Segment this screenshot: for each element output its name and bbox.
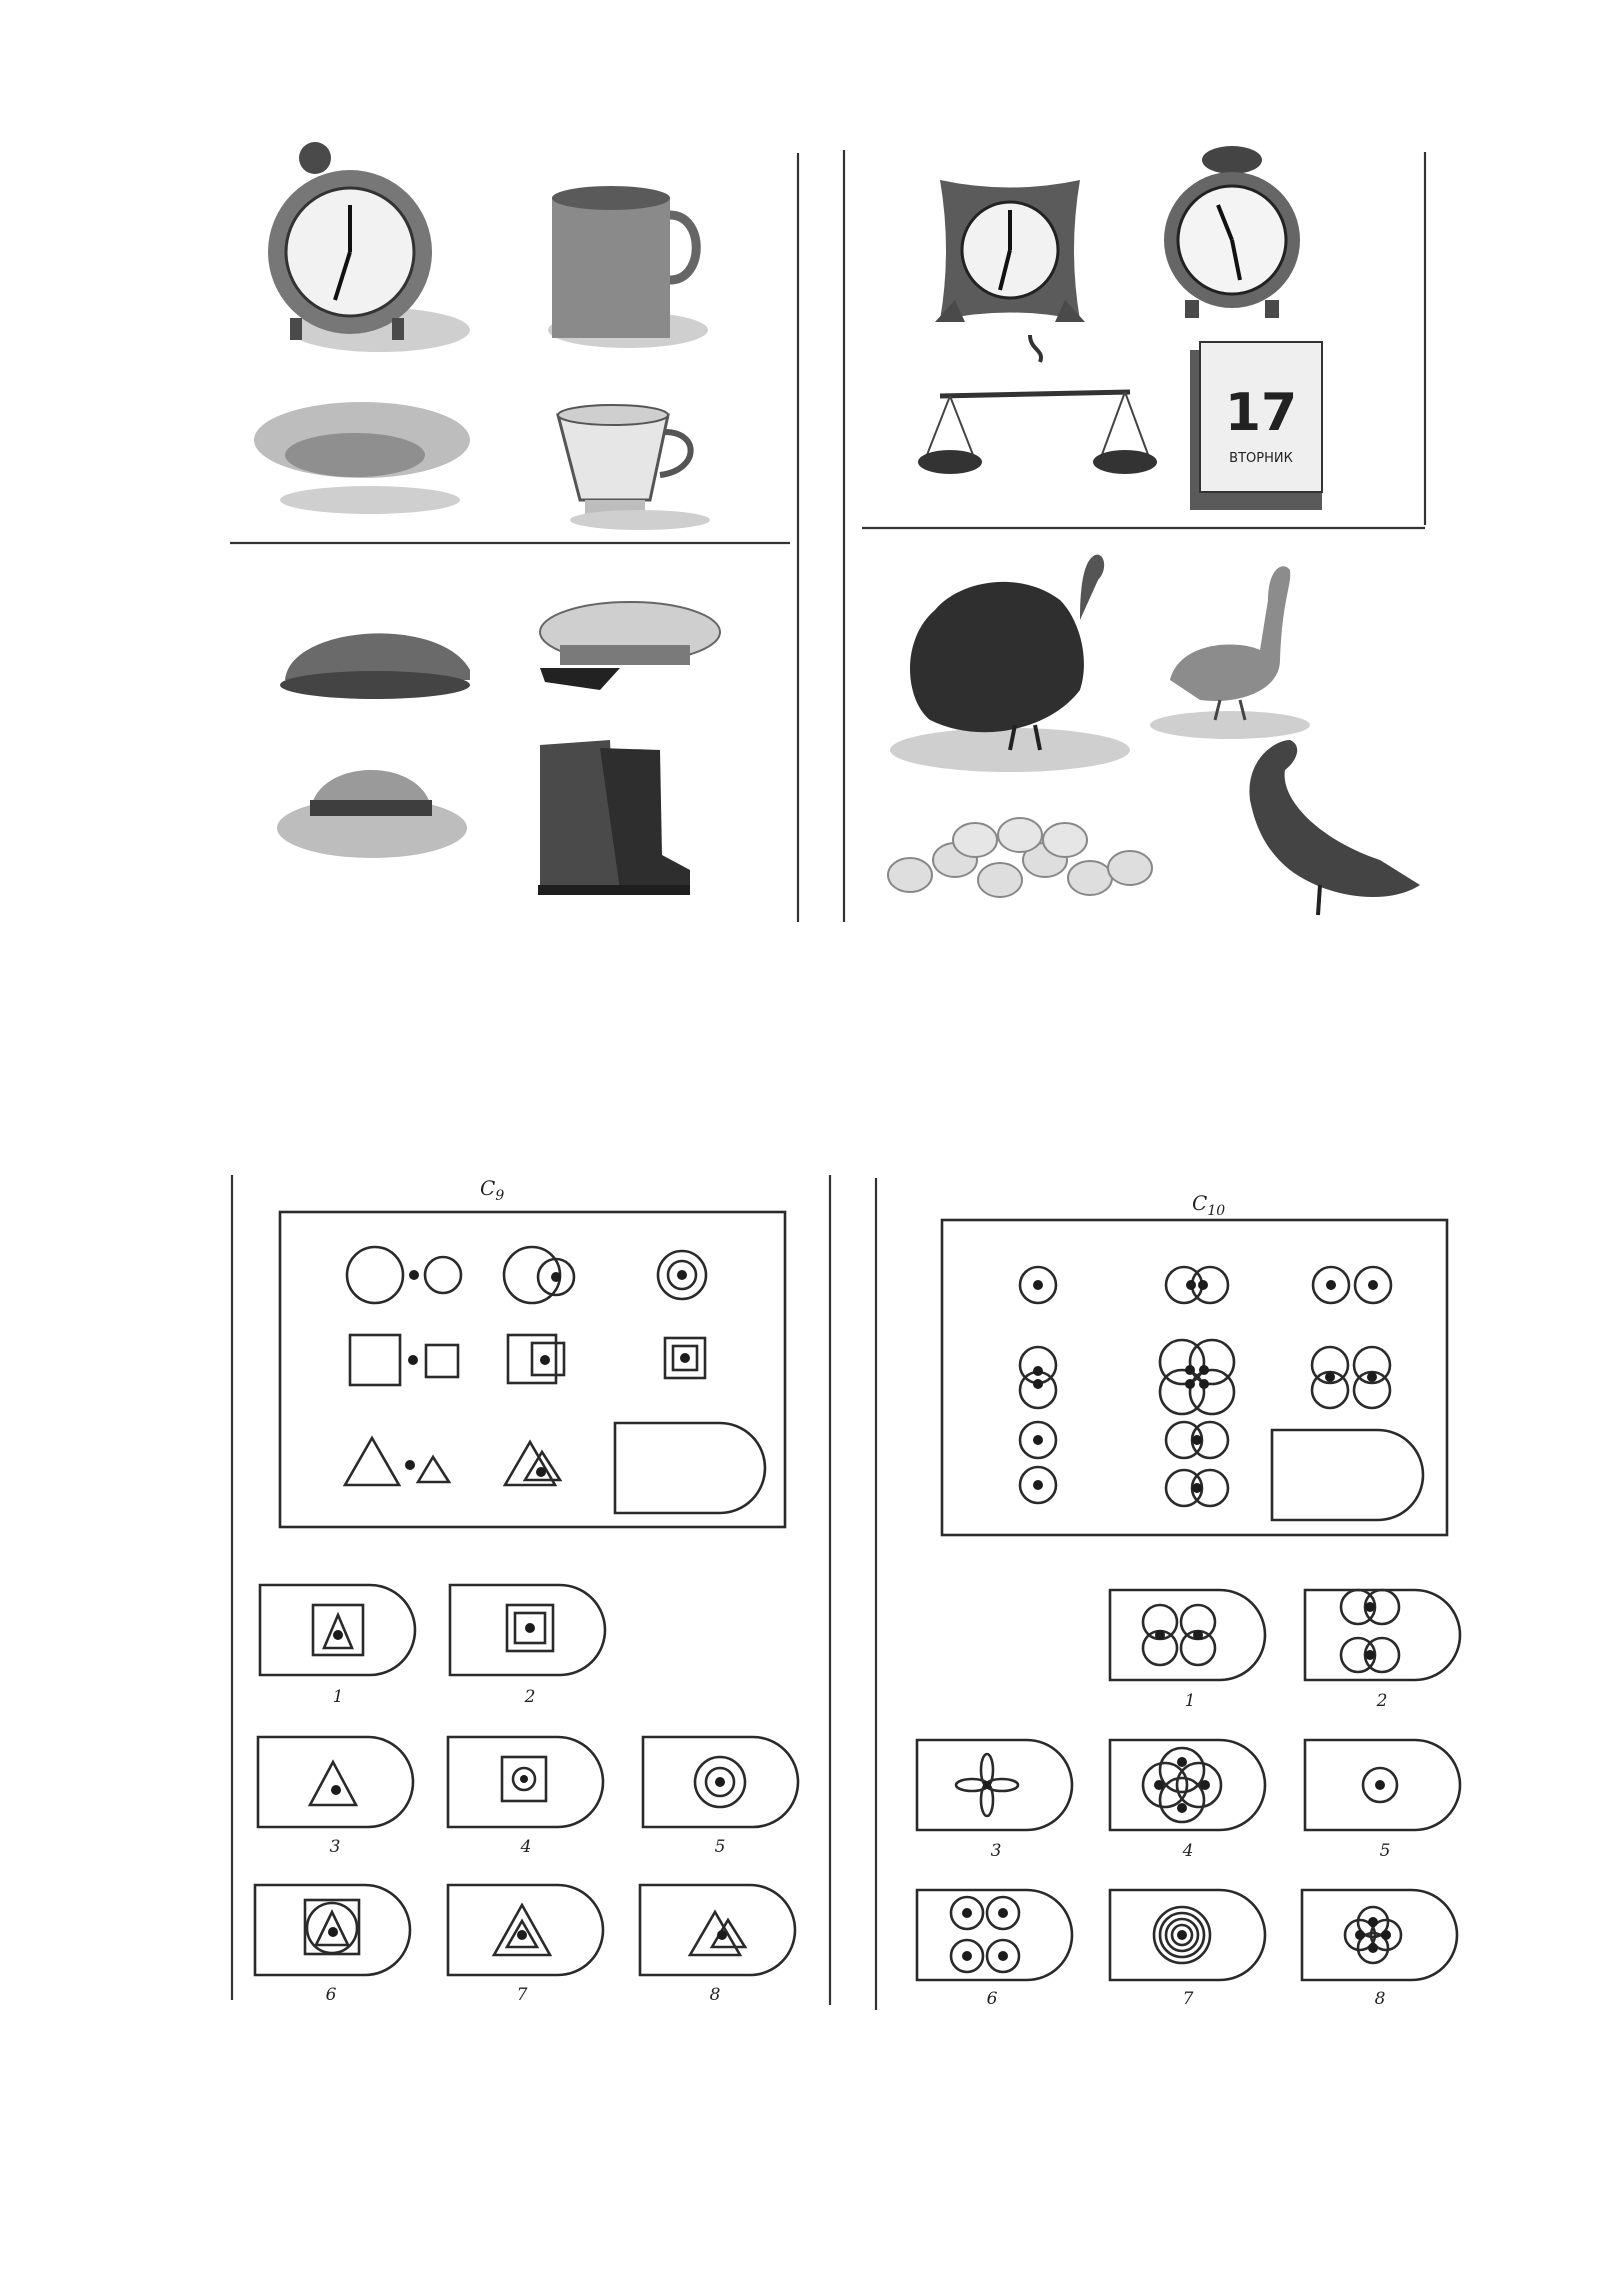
- c10-option-1[interactable]: [1110, 1590, 1265, 1711]
- c10-option-7[interactable]: [1110, 1890, 1265, 2009]
- c10-option-2-number: 2: [1376, 1691, 1388, 1711]
- c10-matrix: [1020, 1267, 1423, 1520]
- c10-option-4-number: 4: [1182, 1841, 1194, 1861]
- c10-option-4[interactable]: [1110, 1740, 1265, 1861]
- c9-option-7[interactable]: [448, 1885, 603, 2005]
- calendar-weekday: ВТОРНИК: [1229, 451, 1293, 466]
- peaked-cap-icon: [540, 602, 720, 690]
- c9-option-4-number: 4: [520, 1837, 532, 1857]
- c9-option-3-number: 3: [329, 1837, 341, 1857]
- c9-option-8[interactable]: [640, 1885, 795, 2005]
- photo-panel-top-left: [254, 142, 710, 530]
- brimmed-hat-icon: [277, 770, 467, 858]
- c9-option-8-number: 8: [709, 1985, 721, 2005]
- calendar-day: 17: [1224, 383, 1298, 443]
- c9-option-1-number: 1: [332, 1687, 344, 1707]
- boots-icon: [538, 740, 690, 895]
- tea-cup-icon: [558, 405, 710, 530]
- c9-option-6[interactable]: [255, 1885, 410, 2005]
- photo-panel-bottom-left: [277, 602, 720, 895]
- c9-option-6-number: 6: [325, 1985, 337, 2005]
- flat-cap-icon: [280, 633, 470, 699]
- c9-option-5-number: 5: [714, 1837, 726, 1857]
- c10-option-3-number: 3: [990, 1841, 1002, 1861]
- goose-icon: [1150, 566, 1310, 739]
- photo-panel-bottom-right: [888, 555, 1420, 915]
- turkey-hen-icon: [1249, 740, 1420, 915]
- turkey-icon: [890, 555, 1130, 772]
- c10-option-8-number: 8: [1374, 1989, 1386, 2009]
- c10-label: $C_{10}$: [1192, 1191, 1226, 1219]
- c9-label: $C_9$: [480, 1176, 505, 1204]
- c10-option-5-number: 5: [1379, 1841, 1391, 1861]
- c10-option-5[interactable]: [1305, 1740, 1460, 1861]
- soup-plate-icon: [254, 402, 470, 514]
- balance-scale-icon: [918, 335, 1157, 474]
- c9-matrix: [345, 1247, 765, 1513]
- c10-answer-slot: [1272, 1430, 1423, 1520]
- metal-mug-icon: [548, 186, 708, 348]
- eggs-icon: [888, 818, 1152, 897]
- c9-option-1[interactable]: [260, 1585, 415, 1707]
- alarm-clock-2-icon: [1164, 146, 1300, 318]
- test-c10: [917, 1191, 1460, 2009]
- c9-option-3[interactable]: [258, 1737, 413, 1857]
- c10-option-6[interactable]: [917, 1890, 1072, 2009]
- photo-panel-top-right: [918, 146, 1322, 510]
- c9-option-4[interactable]: [448, 1737, 603, 1857]
- c10-option-1-number: 1: [1184, 1691, 1196, 1711]
- c9-option-5[interactable]: [643, 1737, 798, 1857]
- alarm-clock-icon: [268, 142, 470, 352]
- c10-option-8[interactable]: [1302, 1890, 1457, 2009]
- c10-option-3[interactable]: [917, 1740, 1072, 1861]
- c10-option-2[interactable]: [1305, 1590, 1460, 1711]
- test-c9: [255, 1176, 798, 2005]
- c10-option-6-number: 6: [986, 1989, 998, 2009]
- mantel-clock-icon: [935, 180, 1085, 322]
- c9-option-2[interactable]: [450, 1585, 605, 1707]
- c9-option-2-number: 2: [524, 1687, 536, 1707]
- tear-off-calendar-icon: [1190, 342, 1322, 510]
- c9-option-7-number: 7: [516, 1985, 528, 2005]
- c9-answer-slot: [615, 1423, 765, 1513]
- c10-option-7-number: 7: [1182, 1989, 1194, 2009]
